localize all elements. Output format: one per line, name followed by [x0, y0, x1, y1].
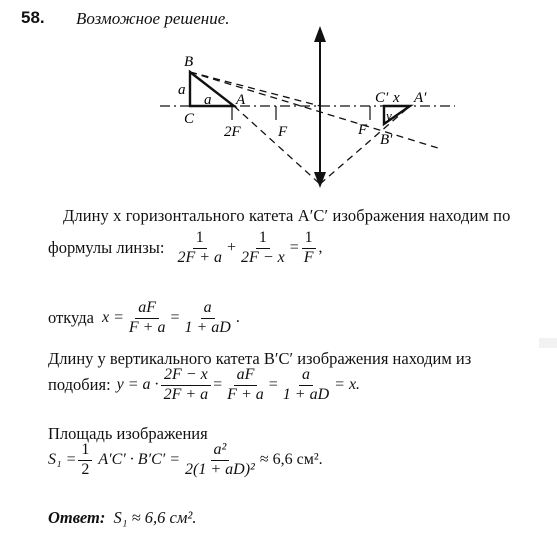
- area-fraction: $\frac{\text{a²}}{\text{2(1 + aD)²}}$: [185, 441, 255, 478]
- lens-fraction-1: $\frac{1}{2F + a}$: [177, 229, 223, 266]
- y-fraction-1: $\frac{2F - x}{2F + a}$: [161, 367, 212, 404]
- lens-arrow-top: [314, 26, 326, 42]
- y-formula: подобия: y = a · $\frac{2F - x}{2F + a}$ = $\frac{aF}{F + a}$ = $\frac{a}{1 + aD}$ = x.: [48, 366, 361, 403]
- lens-formula-label: формулы линзы:: [48, 238, 165, 258]
- label-B: B: [184, 54, 194, 70]
- label-A: A: [236, 92, 246, 108]
- label-C: C: [184, 111, 195, 127]
- paragraph-1-line-1: Длину x горизонтального катета A′C′ изображения находим по: [63, 206, 511, 225]
- label-2F: 2F: [224, 124, 241, 140]
- x-formula-label: откуда: [48, 308, 94, 328]
- optics-diagram: [0, 0, 557, 200]
- lens-formula: формулы линзы: $\frac{1}{2F + a}$ + $\frac{1}{2F - x}$ = $\frac{1}{F}$ ,: [48, 229, 323, 266]
- lens-fraction-3: $\frac{1}{F}$: [301, 230, 317, 267]
- label-F-left: F: [278, 124, 288, 140]
- paragraph-3-line-1: Длину y вертикального катета B′C′ изображения находим из: [48, 349, 472, 368]
- half-fraction: $\frac{1}{2}$: [78, 442, 92, 479]
- label-a-vertical: a: [178, 82, 186, 98]
- label-F-right: F: [358, 122, 368, 138]
- lens-fraction-2: $\frac{1}{2F - x}$: [241, 229, 285, 266]
- y-formula-label: подобия:: [48, 375, 111, 395]
- area-formula: S₁ = $\frac{1}{2}$ A′C′ · B′C′ = $\frac{\text{a²}}{\text{2(1 + aD)²}}$ ≈ 6,6 см².: [48, 441, 323, 478]
- object-triangle: [190, 72, 234, 106]
- answer-label: Ответ:: [48, 508, 106, 527]
- label-B-prime: B′: [380, 132, 393, 148]
- y-fraction-2: $\frac{aF}{F + a}$: [227, 366, 264, 403]
- ray-up-right: [320, 106, 410, 184]
- y-fraction-3: $\frac{a}{1 + aD}$: [282, 366, 330, 403]
- x-fraction-2: $\frac{a}{1 + aD}$: [184, 299, 231, 336]
- answer-line: [48, 508, 196, 528]
- x-fraction-1: $\frac{aF}{F + a}$: [128, 299, 166, 336]
- margin-mark: [539, 338, 557, 348]
- x-formula: откуда x = $\frac{aF}{F + a}$ = $\frac{a}{1 + aD}$ .: [48, 299, 240, 336]
- problem-number: 58.: [21, 8, 45, 27]
- solution-title: Возможное решение.: [76, 9, 230, 28]
- label-A-prime: A′: [414, 90, 427, 106]
- label-x: x: [393, 90, 400, 106]
- label-C-prime: C′: [375, 90, 389, 106]
- ray-A-down: [234, 106, 320, 184]
- answer-value: S₁ ≈ 6,6 см².: [113, 508, 197, 527]
- label-y: y: [386, 108, 392, 123]
- label-a-horizontal: a: [204, 92, 212, 108]
- area-heading: Площадь изображения: [48, 424, 208, 443]
